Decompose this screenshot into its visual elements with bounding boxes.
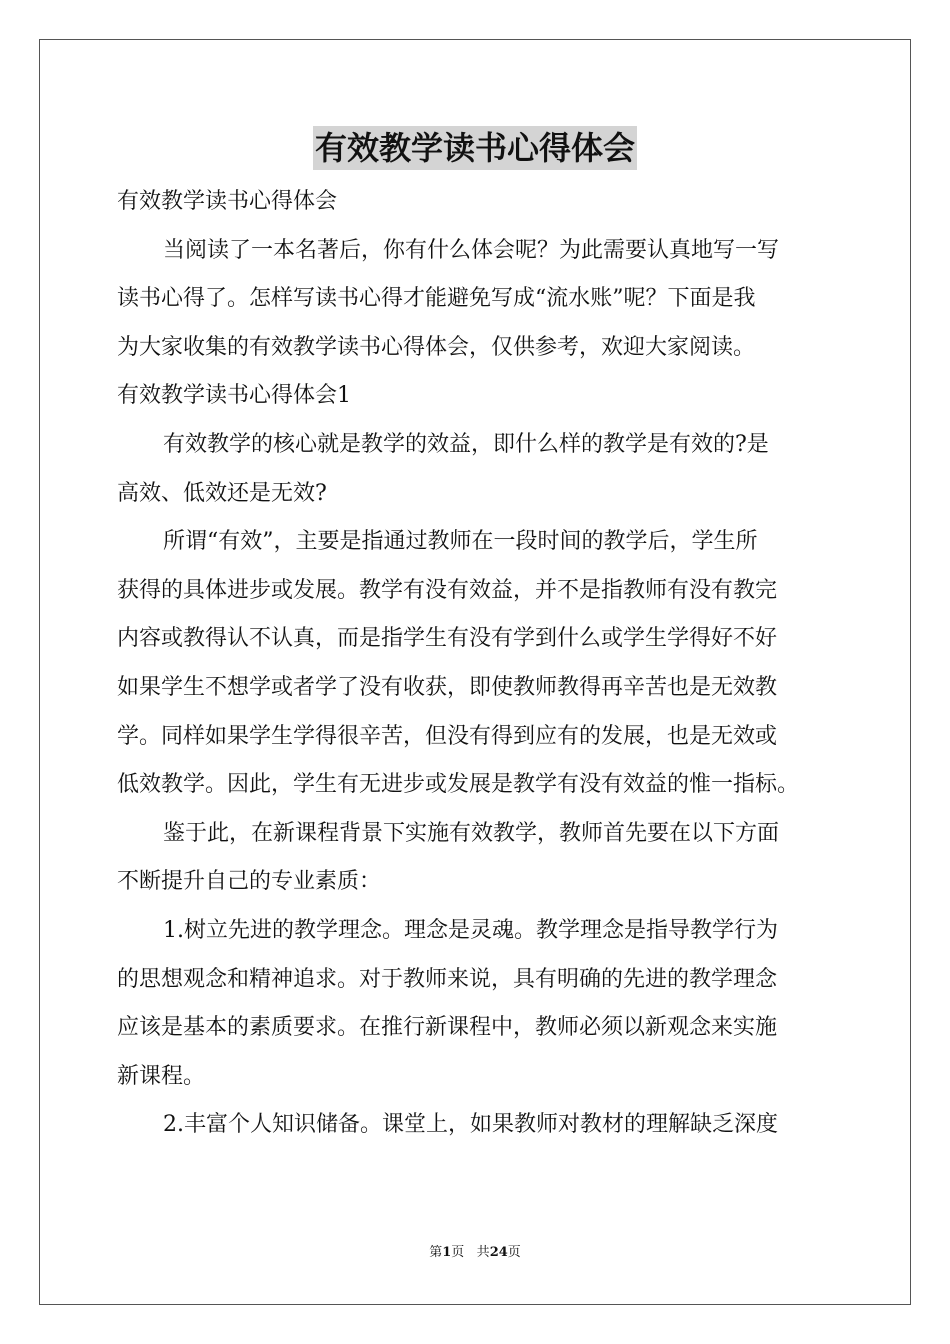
text-line: 当阅读了一本名著后，你有什么体会呢？为此需要认真地写一写: [163, 237, 780, 263]
text-line: 内容或教得认不认真，而是指学生有没有学到什么或学生学得好不好: [117, 626, 778, 652]
text-line: 新课程。: [117, 1063, 206, 1089]
page-suffix: 页: [451, 1245, 465, 1260]
page-prefix: 第: [429, 1245, 443, 1260]
text-line: 2.丰富个人知识储备。课堂上，如果教师对教材的理解缺乏深度: [163, 1112, 778, 1138]
text-line: 1.树立先进的教学理念。理念是灵魂。教学理念是指导教学行为: [163, 917, 778, 943]
text-line: 为大家收集的有效教学读书心得体会，仅供参考，欢迎大家阅读。: [117, 334, 756, 360]
text-line: 的思想观念和精神追求。对于教师来说，具有明确的先进的教学理念: [117, 966, 778, 992]
page-number: 1: [442, 1245, 452, 1260]
title-container: [0, 126, 950, 170]
total-prefix: 共: [476, 1245, 490, 1260]
text-line: 高效、低效还是无效?: [117, 480, 327, 506]
text-line: 如果学生不想学或者学了没有收获，即使教师教得再辛苦也是无效教: [117, 674, 778, 700]
total-pages: 24: [489, 1245, 508, 1260]
text-line: 读书心得了。怎样写读书心得才能避免写成“流水账”呢？下面是我: [117, 286, 756, 312]
text-line: 获得的具体进步或发展。教学有没有效益，并不是指教师有没有教完: [117, 577, 778, 603]
text-line: 学。同样如果学生学得很辛苦，但没有得到应有的发展，也是无效或: [117, 723, 778, 749]
text-line: 鉴于此，在新课程背景下实施有效教学，教师首先要在以下方面: [163, 820, 780, 846]
total-suffix: 页: [507, 1245, 521, 1260]
section-heading: 有效教学读书心得体会1: [117, 383, 351, 409]
text-line: 有效教学读书心得体会: [117, 189, 338, 214]
document-title: 有效教学读书心得体会: [313, 126, 637, 170]
page-footer: [0, 1244, 950, 1262]
text-line: 低效教学。因此，学生有无进步或发展是教学有没有效益的惟一指标。: [117, 772, 800, 798]
text-line: 有效教学的核心就是教学的效益，即什么样的教学是有效的?是: [163, 431, 769, 457]
document-body: [117, 178, 835, 1150]
text-line: 应该是基本的素质要求。在推行新课程中，教师必须以新观念来实施: [117, 1015, 778, 1041]
text-line: 所谓“有效”，主要是指通过教师在一段时间的教学后，学生所: [163, 529, 758, 555]
text-line: 不断提升自己的专业素质：: [117, 869, 382, 895]
